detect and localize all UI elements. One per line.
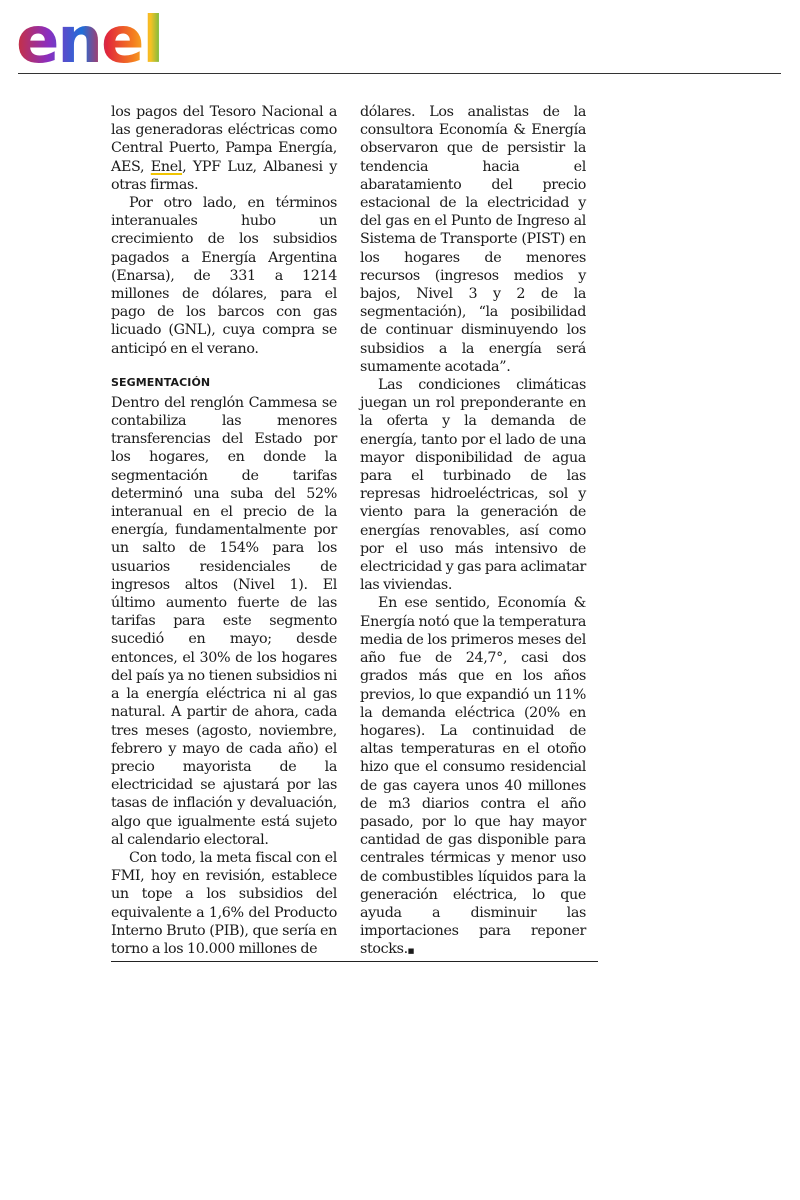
article-column-right bbox=[360, 103, 586, 961]
paragraph: Con todo, la meta fiscal con el FMI, hoy en revisión, establece un tope a los subsidios del equivalente a 1,6% del Producto Interno Bruto (PIB), que sería en torno a los 10.000 millones de bbox=[111, 849, 337, 957]
highlighted-term: Enel bbox=[150, 158, 183, 175]
enel-logo bbox=[14, 2, 184, 68]
paragraph: los pagos del Tesoro Nacional a las generadoras eléctricas como Central Puerto, Pampa Energía, AES, Enel, YPF Luz, Albanesi y otras firmas. bbox=[111, 104, 337, 193]
article-column-left bbox=[111, 103, 337, 958]
paragraph: En ese sentido, Economía & Energía notó que la temperatura media de los primeros meses del año fue de 24,7°, casi dos grados más que en los años previos, lo que expandió un 11% la demanda eléctrica (20% en hogares). La continuidad de altas temperaturas en el otoño hizo que el consumo residencial de gas cayera unos 40 millones de m3 diarios contra el año pasado, por lo que hay mayor cantidad de gas disponible para centrales térmicas y menor uso de combustibles líquidos para la generación eléctrica, lo que ayuda a disminuir las importaciones para reponer stocks.■ bbox=[360, 595, 586, 958]
end-mark-icon: ■ bbox=[407, 947, 415, 956]
paragraph: Las condiciones climáticas juegan un rol preponderante en la oferta y la demanda de energía, tanto por el lado de una mayor disponibilidad de agua para el turbinado de las represas hidroeléctricas, sol y viento para la generación de energías renovables, así como por el uso más intensivo de electricidad y gas para aclimatar las viviendas. bbox=[360, 377, 586, 594]
svg-text:enel: enel bbox=[16, 4, 163, 68]
paragraph: dólares. Los analistas de la consultora Economía & Energía observaron que de persistir la tendencia hacia el abaratamiento del precio estacional de la electricidad y del gas en el Punto de Ingreso al Sistema de Transporte (PIST) en los hogares de menores recursos (ingresos medios y bajos, Nivel 3 y 2 de la segmentación), “la posibilidad de continuar disminuyendo los subsidios a la energía será sumamente acotada”. bbox=[360, 104, 586, 375]
paragraph: Dentro del renglón Cammesa se contabiliza las menores transferencias del Estado por los hogares, en donde la segmentación de tarifas determinó una suba del 52% interanual en el precio de la energía, fundamentalmente por un salto de 154% para los usuarios residenciales de ingresos altos (Nivel 1). El último aumento fuerte de las tarifas para este segmento sucedió en mayo; desde entonces, el 30% de los hogares del país ya no tienen subsidios ni a la energía eléctrica ni al gas natural. A partir de ahora, cada tres meses (agosto, noviembre, febrero y mayo de cada año) el precio mayorista de la electricidad se ajustará por las tasas de inflación y devaluación, algo que igualmente está sujeto al calendario electoral. bbox=[111, 394, 337, 848]
paragraph: Por otro lado, en términos interanuales hubo un crecimiento de los subsidios pagados a Energía Argentina (Enarsa), de 331 a 1214 millones de dólares, para el pago de los barcos con gas licuado (GNL), cuya compra se anticipó en el verano. bbox=[111, 195, 337, 357]
section-heading: SEGMENTACIÓN bbox=[111, 375, 211, 389]
page-header bbox=[0, 0, 800, 76]
footer-divider bbox=[111, 961, 598, 962]
header-divider bbox=[18, 73, 781, 74]
